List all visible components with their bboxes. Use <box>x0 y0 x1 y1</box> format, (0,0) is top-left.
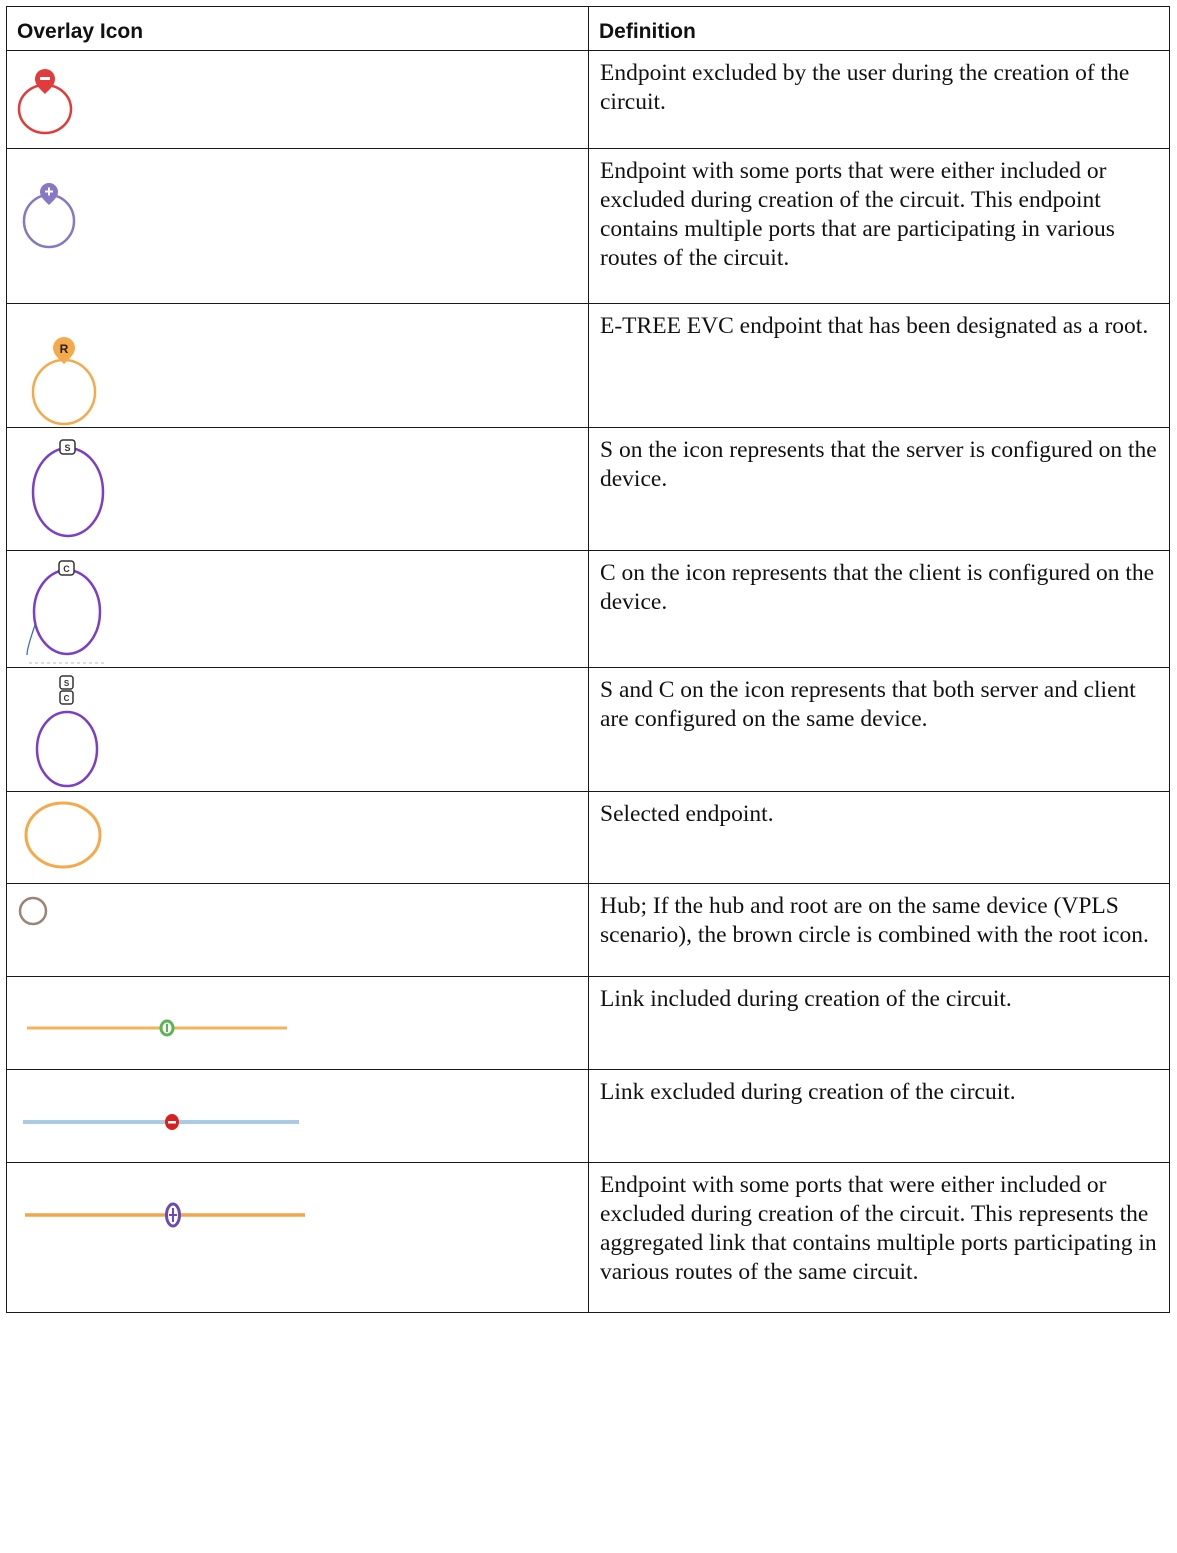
definition-cell: Endpoint with some ports that were either included or excluded during creation of the circuit. This represents the aggregated link that contains multiple ports participating in various routes of the same circuit. <box>589 1163 1170 1313</box>
table-row <box>7 428 1170 551</box>
icon-cell <box>7 884 589 977</box>
icon-cell <box>7 668 589 792</box>
definition-cell: C on the icon represents that the client is configured on the device. <box>589 551 1170 668</box>
icon-cell <box>7 977 589 1070</box>
table-row <box>7 149 1170 304</box>
server-marker-label: S <box>63 679 70 688</box>
aggregated-link-icon <box>7 1163 327 1313</box>
icon-cell <box>7 51 589 149</box>
icon-cell <box>7 792 589 884</box>
root-marker-label: R <box>59 342 69 356</box>
definition-cell: S on the icon represents that the server is configured on the device. <box>589 428 1170 551</box>
definition-cell: Endpoint excluded by the user during the creation of the circuit. <box>589 51 1170 149</box>
icon-cell <box>7 149 589 304</box>
etree-root-endpoint-icon <box>7 304 127 428</box>
definition-cell: Link excluded during creation of the circuit. <box>589 1070 1170 1163</box>
hub-icon <box>7 884 87 977</box>
table-row <box>7 304 1170 428</box>
icon-cell <box>7 1163 589 1313</box>
client-marker-label: C <box>63 694 70 703</box>
icon-cell <box>7 1070 589 1163</box>
selected-endpoint-icon <box>7 792 127 884</box>
definition-cell: E-TREE EVC endpoint that has been designated as a root. <box>589 304 1170 428</box>
table-header-row <box>7 7 1170 51</box>
icon-cell <box>7 304 589 428</box>
icon-cell <box>7 428 589 551</box>
table-row <box>7 51 1170 149</box>
definition-cell: Endpoint with some ports that were either included or excluded during creation of the circuit. This endpoint contains multiple ports that are participating in various routes of the circuit. <box>589 149 1170 304</box>
table-row <box>7 668 1170 792</box>
table-row <box>7 792 1170 884</box>
table-row <box>7 884 1170 977</box>
icon-cell <box>7 551 589 668</box>
server-client-configured-icon <box>7 668 127 792</box>
table-row <box>7 977 1170 1070</box>
definition-cell: Link included during creation of the circuit. <box>589 977 1170 1070</box>
endpoint-excluded-icon <box>7 51 127 149</box>
client-configured-icon <box>7 551 127 668</box>
overlay-icon-legend-table <box>6 6 1170 1313</box>
definition-cell: Selected endpoint. <box>589 792 1170 884</box>
link-included-icon <box>7 977 327 1070</box>
table-row <box>7 1163 1170 1313</box>
server-marker-label: S <box>64 443 71 453</box>
server-configured-icon <box>7 428 127 551</box>
endpoint-partial-ports-icon <box>7 149 127 304</box>
definition-cell: S and C on the icon represents that both server and client are configured on the same device. <box>589 668 1170 792</box>
client-marker-label: C <box>63 564 70 574</box>
definition-cell: Hub; If the hub and root are on the same device (VPLS scenario), the brown circle is combined with the root icon. <box>589 884 1170 977</box>
table-row <box>7 551 1170 668</box>
link-excluded-icon <box>7 1070 327 1163</box>
header-definition: Definition <box>589 7 1170 51</box>
header-overlay-icon: Overlay Icon <box>7 7 589 51</box>
table-row <box>7 1070 1170 1163</box>
